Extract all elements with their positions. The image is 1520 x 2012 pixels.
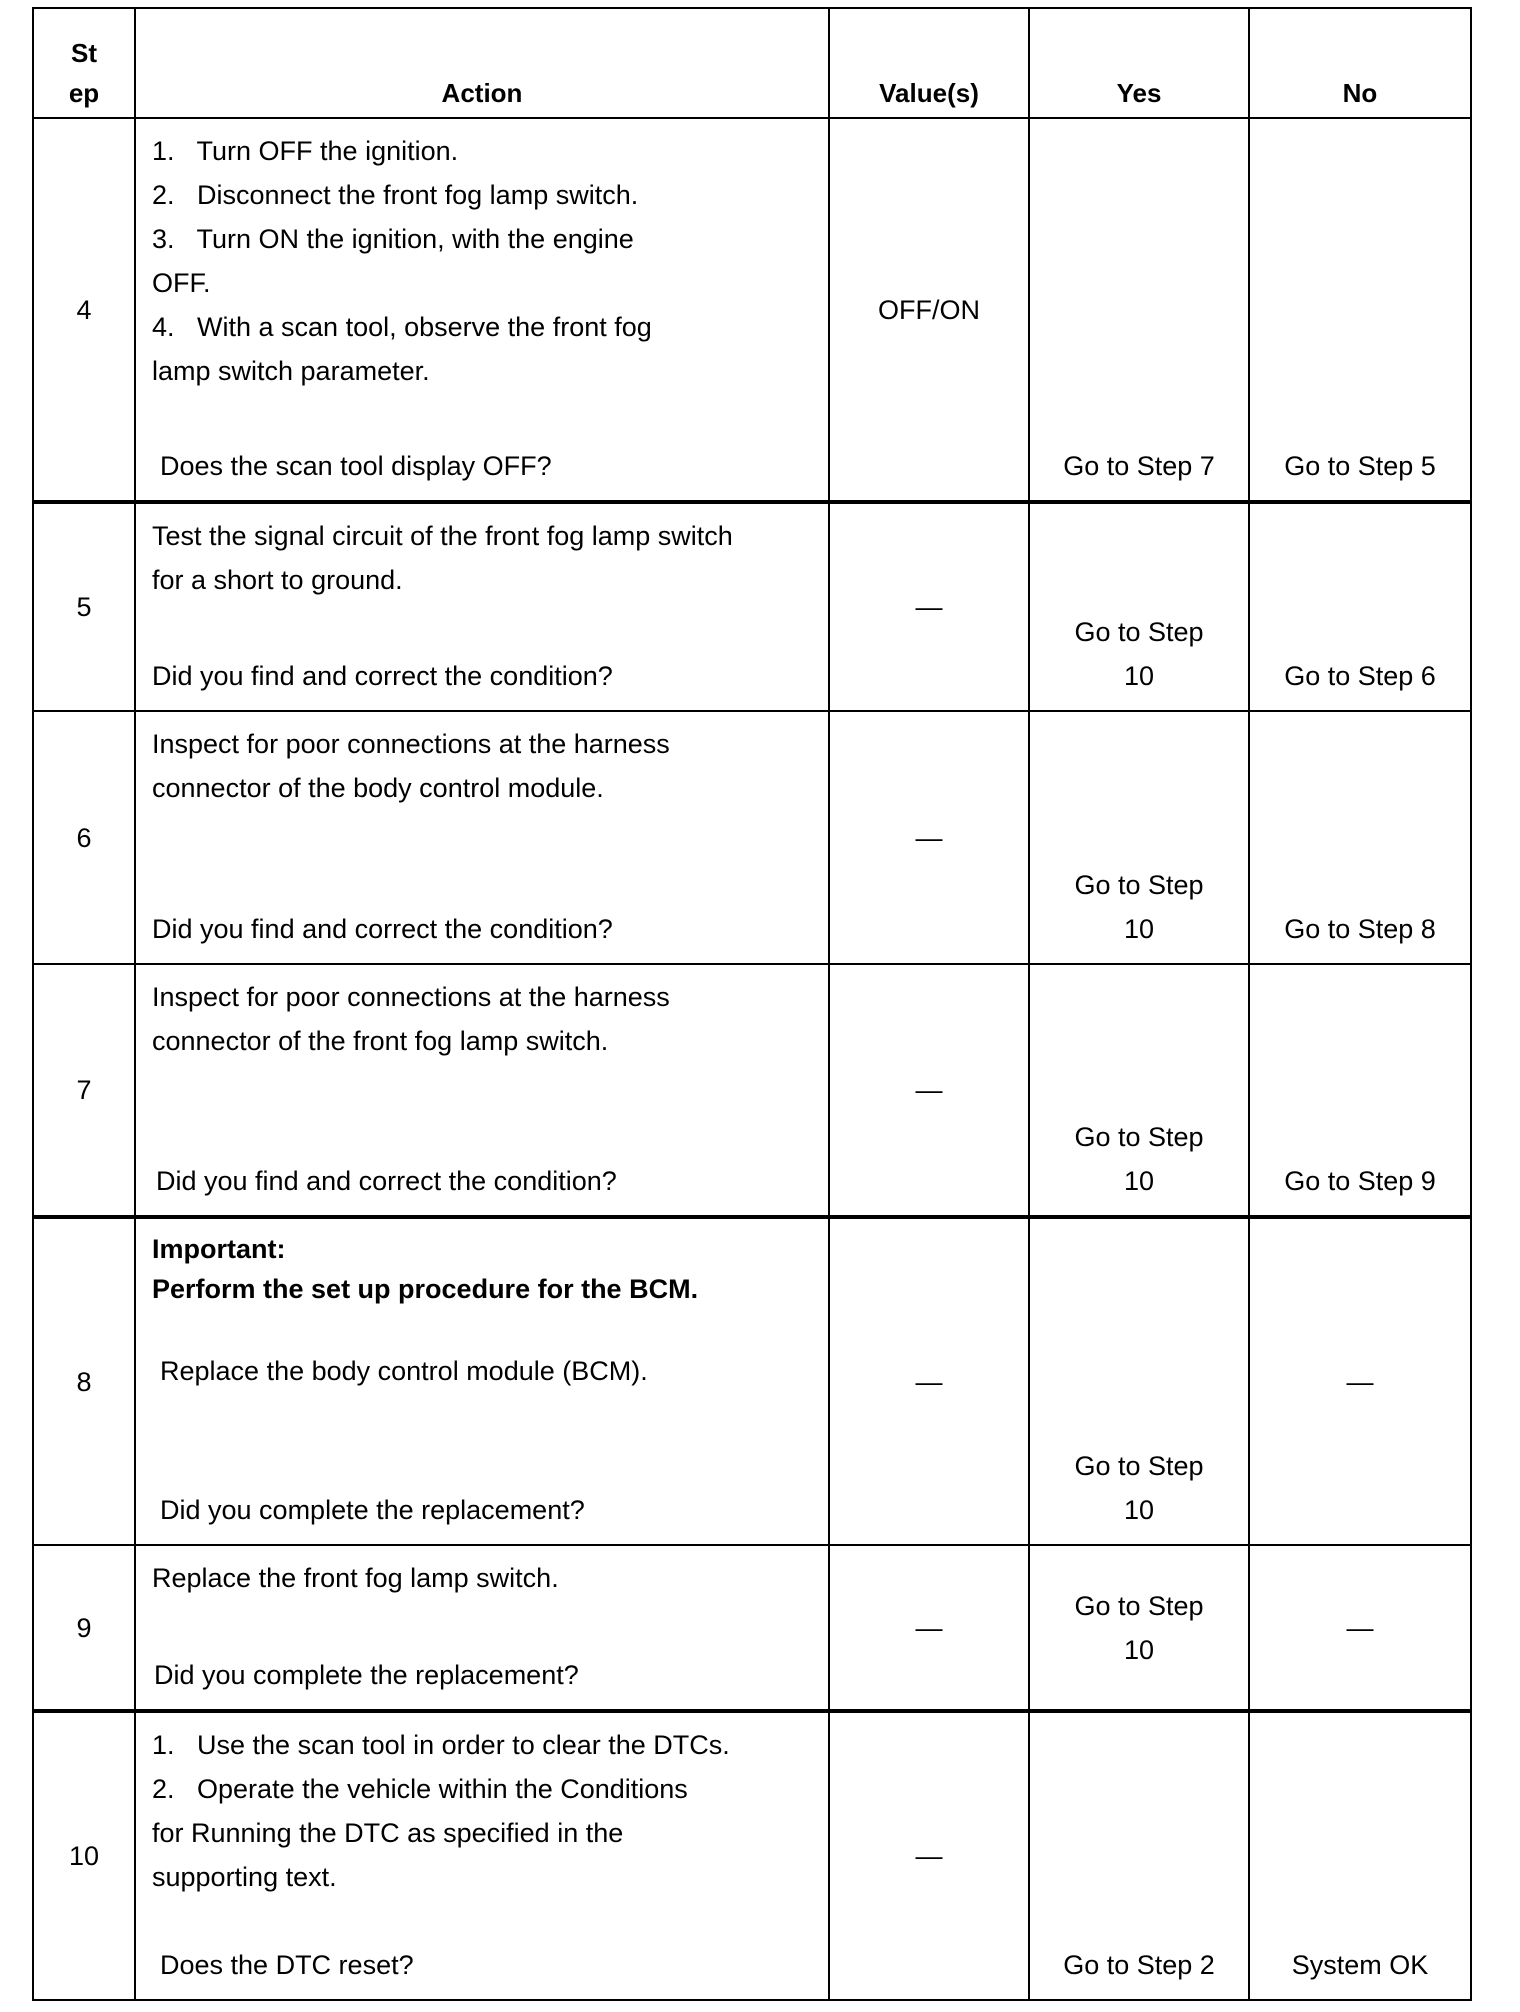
action-line: Replace the front fog lamp switch. — [152, 1563, 559, 1593]
step-number: 6 — [33, 711, 135, 964]
action-line: 1. Use the scan tool in order to clear the DTCs. — [152, 1730, 730, 1760]
yes-cell — [1029, 502, 1249, 711]
yes-result: Go to Step 10 — [1074, 1122, 1204, 1196]
table-row — [33, 118, 1471, 502]
value-cell: — — [829, 711, 1029, 964]
action-cell — [135, 1545, 829, 1711]
action-cell — [135, 502, 829, 711]
table-row — [33, 1711, 1471, 2000]
no-cell — [1249, 711, 1471, 964]
yes-cell — [1029, 964, 1249, 1217]
action-line: supporting text. — [152, 1862, 337, 1892]
yes-result: Go to Step 10 — [1074, 1590, 1204, 1665]
no-result: Go to Step 5 — [1284, 451, 1436, 481]
step-number: 5 — [33, 502, 135, 711]
yes-cell — [1029, 1545, 1249, 1711]
no-result: Go to Step 6 — [1284, 661, 1436, 691]
value-cell: — — [829, 1545, 1029, 1711]
action-line: 2. Operate the vehicle within the Conditions — [152, 1774, 688, 1804]
header-no: No — [1249, 8, 1471, 118]
no-cell — [1249, 964, 1471, 1217]
yes-cell — [1029, 118, 1249, 502]
yes-cell — [1029, 1217, 1249, 1545]
step-number: 7 — [33, 964, 135, 1217]
action-line: 2. Disconnect the front fog lamp switch. — [152, 180, 639, 210]
table-row — [33, 1217, 1471, 1545]
action-question: Did you complete the replacement? — [154, 1660, 579, 1690]
header-step: St ep — [33, 8, 135, 118]
action-cell — [135, 964, 829, 1217]
no-cell — [1249, 118, 1471, 502]
header-yes: Yes — [1029, 8, 1249, 118]
no-cell — [1249, 502, 1471, 711]
value-cell: OFF/ON — [829, 118, 1029, 502]
action-line: connector of the body control module. — [152, 773, 604, 803]
action-question: Did you find and correct the condition? — [156, 1166, 617, 1196]
yes-cell — [1029, 1711, 1249, 2000]
table-row — [33, 502, 1471, 711]
action-question: Does the scan tool display OFF? — [160, 451, 552, 481]
action-question: Does the DTC reset? — [160, 1950, 414, 1980]
no-result: — — [1346, 1612, 1374, 1643]
action-line: 4. With a scan tool, observe the front fog — [152, 312, 652, 342]
action-line: Replace the body control module (BCM). — [160, 1356, 648, 1386]
action-line: Inspect for poor connections at the harness — [152, 729, 670, 759]
value-cell: — — [829, 502, 1029, 711]
value-cell: — — [829, 1217, 1029, 1545]
header-values: Value(s) — [829, 8, 1029, 118]
action-line: for Running the DTC as specified in the — [152, 1818, 624, 1848]
yes-result: Go to Step 2 — [1063, 1950, 1215, 1980]
diagnostic-table-wrapper — [32, 7, 1472, 2001]
step-number: 10 — [33, 1711, 135, 2000]
value-cell: — — [829, 964, 1029, 1217]
action-line: connector of the front fog lamp switch. — [152, 1026, 609, 1056]
header-row — [33, 8, 1471, 118]
action-line: lamp switch parameter. — [152, 356, 430, 386]
step-number: 4 — [33, 118, 135, 502]
yes-result: Go to Step 10 — [1074, 1451, 1204, 1525]
diagnostic-table — [32, 7, 1472, 2001]
header-action: Action — [135, 8, 829, 118]
step-number: 9 — [33, 1545, 135, 1711]
action-cell — [135, 118, 829, 502]
table-row — [33, 1545, 1471, 1711]
step-number: 8 — [33, 1217, 135, 1545]
important-label: Important: — [152, 1234, 286, 1264]
action-line: for a short to ground. — [152, 565, 403, 595]
table-row — [33, 711, 1471, 964]
value-cell: — — [829, 1711, 1029, 2000]
action-line: 1. Turn OFF the ignition. — [152, 136, 459, 166]
no-cell — [1249, 1711, 1471, 2000]
no-result: — — [1346, 1366, 1374, 1397]
no-cell — [1249, 1217, 1471, 1545]
action-line: Inspect for poor connections at the harness — [152, 982, 670, 1012]
action-cell — [135, 711, 829, 964]
action-cell — [135, 1711, 829, 2000]
no-result: Go to Step 8 — [1284, 914, 1436, 944]
action-line: 3. Turn ON the ignition, with the engine — [152, 224, 634, 254]
table-row — [33, 964, 1471, 1217]
no-result: System OK — [1291, 1950, 1429, 1980]
action-cell — [135, 1217, 829, 1545]
no-result: Go to Step 9 — [1284, 1166, 1436, 1196]
no-cell — [1249, 1545, 1471, 1711]
important-note: Perform the set up procedure for the BCM. — [152, 1274, 699, 1304]
action-question: Did you find and correct the condition? — [152, 914, 613, 944]
action-line: OFF. — [152, 268, 211, 298]
yes-result: Go to Step 10 — [1074, 870, 1204, 944]
action-line: Test the signal circuit of the front fog lamp switch — [152, 521, 733, 551]
yes-result: Go to Step 10 — [1074, 617, 1204, 691]
action-question: Did you complete the replacement? — [160, 1495, 585, 1525]
yes-result: Go to Step 7 — [1063, 451, 1215, 481]
action-question: Did you find and correct the condition? — [152, 661, 613, 691]
yes-cell — [1029, 711, 1249, 964]
